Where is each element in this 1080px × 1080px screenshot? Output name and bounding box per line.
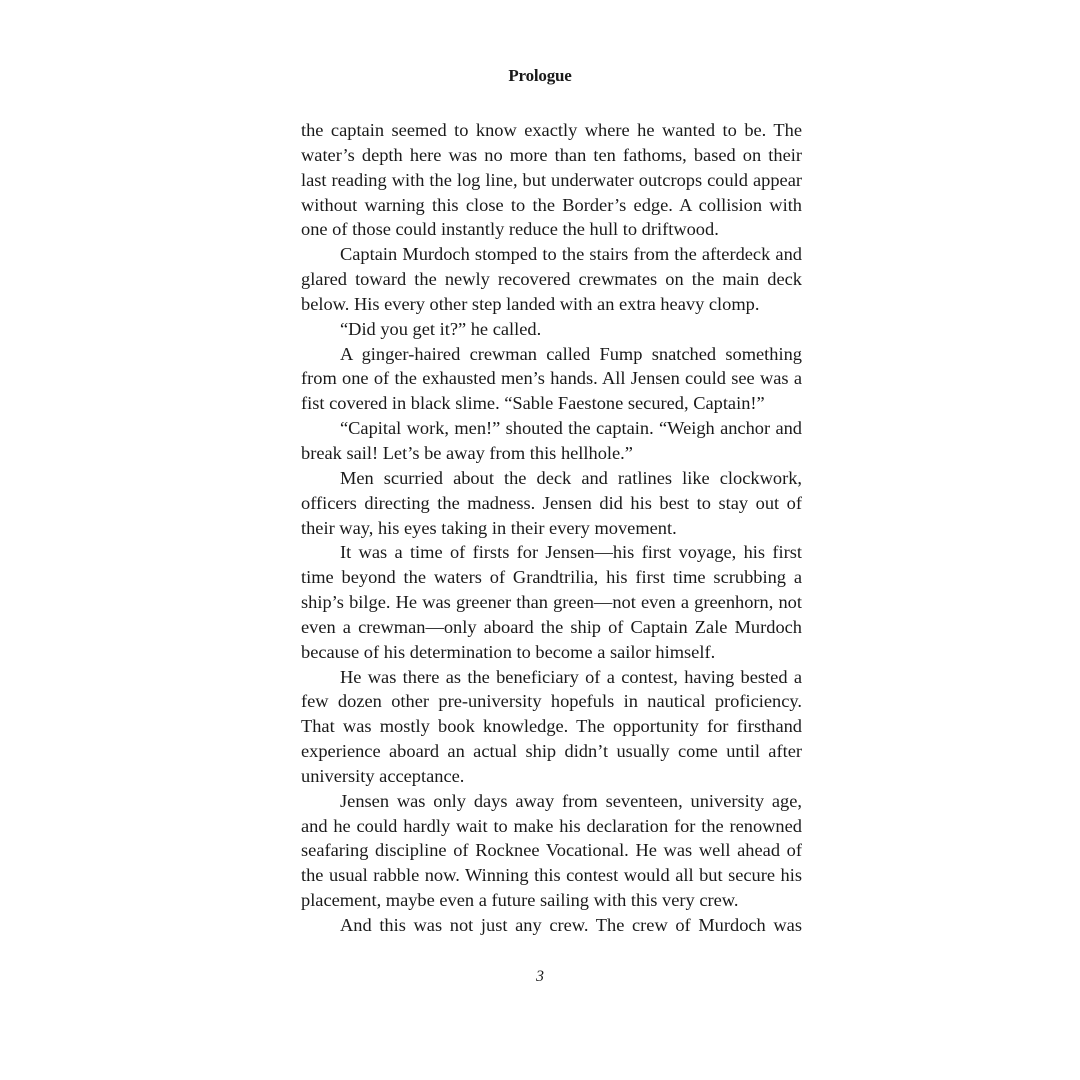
paragraph: Men scurried about the deck and ratlines like clockwork, officers directing the madness. Jensen did his best to stay out of their way, his eyes taking in their every movement.	[301, 467, 802, 538]
paragraph: It was a time of firsts for Jensen—his first voyage, his first time beyond the waters of Grandtrilia, his first time scrubbing a ship’s bilge. He was greener than green—not even a greenhorn, not even a crewman—only aboard the ship of Captain Zale Murdoch because of his determination to become a sailor himself.	[301, 542, 802, 662]
paragraph: A ginger-haired crewman called Fump snatched something from one of the exhausted men’s hands. All Jensen could see was a fist covered in black slime. “Sable Faestone secured, Captain!”	[301, 343, 802, 414]
paragraph: “Did you get it?” he called.	[340, 318, 542, 339]
running-head: Prologue	[508, 66, 572, 85]
page-number: 3	[536, 968, 544, 985]
body-text	[301, 118, 802, 938]
paragraph: “Capital work, men!” shouted the captain. “Weigh anchor and break sail! Let’s be away from this hellhole.”	[301, 418, 802, 463]
paragraph: And this was not just any crew. The crew of Murdoch was	[340, 915, 802, 935]
paragraph: He was there as the beneficiary of a contest, having bested a few dozen other pre-university hopefuls in nautical proficiency. That was mostly book knowledge. The opportunity for firsthand experience aboard an actual ship didn’t usually come until after university acceptance.	[301, 666, 802, 786]
paragraph: the captain seemed to know exactly where he wanted to be. The water’s depth here was no more than ten fathoms, based on their last reading with the log line, but underwater outcrops could appear without warning this close to the Border’s edge. A collision with one of those could instantly reduce the hull to driftwood.	[301, 120, 802, 240]
paragraph: Jensen was only days away from seventeen, university age, and he could hardly wait to make his declaration for the renowned seafaring discipline of Rocknee Vocational. He was well ahead of the usual rabble now. Winning this contest would all but secure his placement, maybe even a future sailing with this very crew.	[301, 790, 802, 911]
paragraph: Captain Murdoch stomped to the stairs from the afterdeck and glared toward the newly recovered crewmates on the main deck below. His every other step landed with an extra heavy clomp.	[301, 244, 802, 314]
